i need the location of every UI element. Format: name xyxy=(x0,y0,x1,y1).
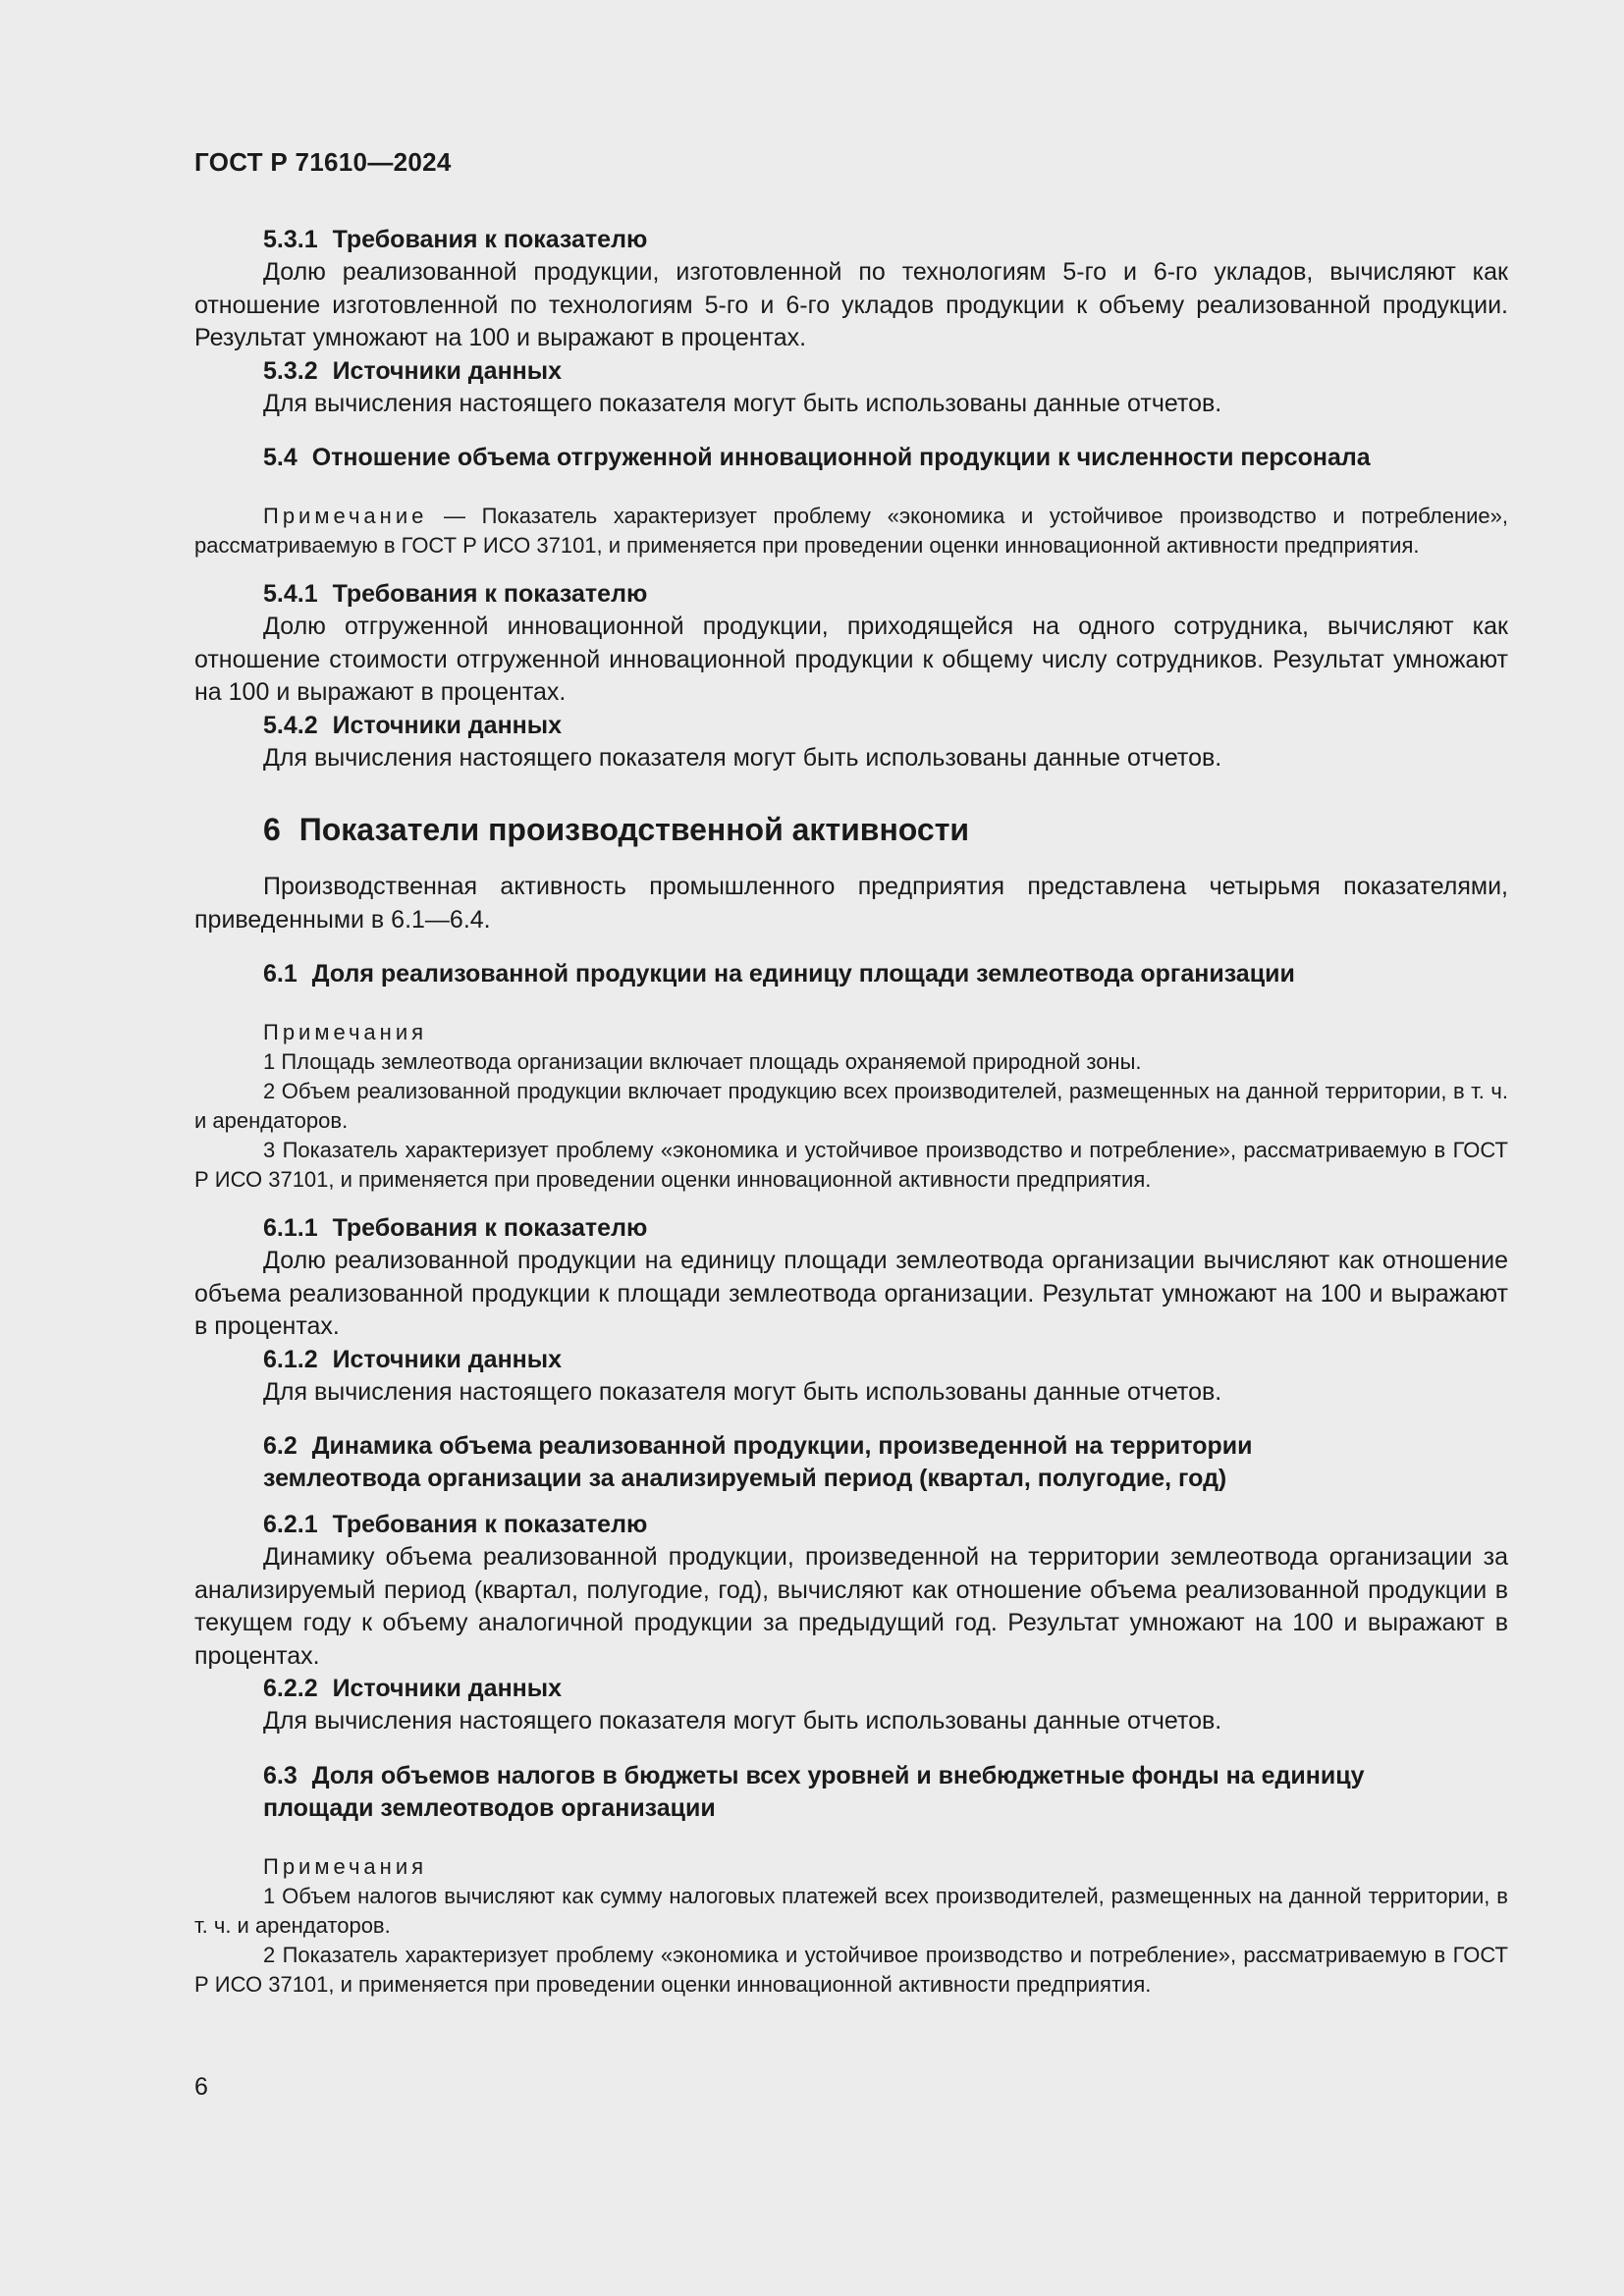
note-6-1-2: 2 Объем реализованной продукции включает продукцию всех производителей, размещенных на данной территории, в т. ч. и арендаторов. xyxy=(194,1079,1508,1133)
heading-title: Отношение объема отгруженной инновационной продукции к численности персонала xyxy=(311,444,1371,471)
note-6-3-1: 1 Объем налогов вычисляют как сумму налоговых платежей всех производителей, размещенных на данной территории, в т. ч. и арендаторов. xyxy=(194,1883,1508,1938)
heading-number: 5.4.1 xyxy=(263,580,318,608)
heading-5-4 xyxy=(263,442,1508,474)
note-6-1-3: 3 Показатель характеризует проблему «экономика и устойчивое производство и потребление», рассматриваемую в ГОСТ Р ИСО 37101, и применяется при проведении оценки инновационной активности предприятия. xyxy=(194,1138,1508,1192)
paragraph-5-3-2: Для вычисления настоящего показателя могут быть использованы данные отчетов. xyxy=(263,389,1222,417)
notes-label-6-1: Примечания xyxy=(263,1020,428,1044)
paragraph-6-1-1: Долю реализованной продукции на единицу площади землеотвода организации вычисляют как отношение объема реализованной продукции к площади землеотвода организации. Результат умножают на 100 и выражают в процентах. xyxy=(194,1247,1508,1340)
heading-6-1-2 xyxy=(263,1344,1508,1376)
heading-number: 6.2.2 xyxy=(263,1675,318,1702)
heading-number: 6.1.2 xyxy=(263,1345,318,1373)
heading-title-line1: Доля объемов налогов в бюджеты всех уровней и внебюджетные фонды на единицу xyxy=(311,1761,1365,1789)
heading-6-2 xyxy=(263,1430,1508,1463)
paragraph-6-2-2: Для вычисления настоящего показателя могут быть использованы данные отчетов. xyxy=(263,1707,1222,1735)
heading-title: Источники данных xyxy=(332,1345,563,1373)
heading-number: 6.3 xyxy=(263,1761,298,1789)
heading-number: 6.2 xyxy=(263,1432,298,1460)
paragraph-6-2-1: Динамику объема реализованной продукции, произведенной на территории землеотвода организации за анализируемый период (квартал, полугодие, год), вычисляют как отношение объема реализованной продукции в текущем году к объему аналогичной продукции за предыдущий год. Результат умножают на 100 и выражают в процентах. xyxy=(194,1543,1508,1670)
heading-number: 6.1 xyxy=(263,960,298,988)
note-6-3-2: 2 Показатель характеризует проблему «экономика и устойчивое производство и потребление», рассматриваемую в ГОСТ Р ИСО 37101, и применяется при проведении оценки инновационной активности предприятия. xyxy=(194,1942,1508,1997)
heading-title: Источники данных xyxy=(332,356,563,385)
heading-6-1 xyxy=(263,958,1508,990)
heading-title: Источники данных xyxy=(332,711,563,739)
heading-number: 6.1.1 xyxy=(263,1214,318,1242)
paragraph-5-3-1: Долю реализованной продукции, изготовленной по технологиям 5-го и 6-го укладов, вычисляют как отношение изготовленной по технологиям 5-го и 6-го укладов продукции к объему реализованной продукции. Результат умножают на 100 и выражают в процентах. xyxy=(194,258,1508,351)
heading-5-4-2 xyxy=(263,710,1508,742)
page-number: 6 xyxy=(194,2073,208,2101)
note-text: — Показатель характеризует проблему «экономика и устойчивое производство и потребление», рассматриваемую в ГОСТ Р ИСО 37101, и применяется при проведении оценки инновационной активности предприятия. xyxy=(194,504,1508,558)
heading-6-2-cont: землеотвода организации за анализируемый период (квартал, полугодие, год) xyxy=(263,1465,1227,1492)
heading-title: Требования к показателю xyxy=(332,226,648,253)
heading-number: 5.4 xyxy=(263,444,298,471)
heading-6-3 xyxy=(263,1760,1508,1792)
note-5-4 xyxy=(194,502,1508,561)
heading-title-line1: Динамика объема реализованной продукции, произведенной на территории xyxy=(311,1432,1253,1460)
heading-6-2-2 xyxy=(263,1673,1508,1705)
document-header: ГОСТ Р 71610—2024 xyxy=(194,147,452,177)
heading-number: 5.3.1 xyxy=(263,226,318,253)
heading-title: Показатели производственной активности xyxy=(298,812,970,847)
heading-6-1-1 xyxy=(263,1212,1508,1245)
heading-6-3-cont: площади землеотводов организации xyxy=(263,1793,716,1822)
heading-title: Требования к показателю xyxy=(332,1511,648,1538)
paragraph-5-4-1: Долю отгруженной инновационной продукции, приходящейся на одного сотрудника, вычисляют как отношение стоимости отгруженной инновационной продукции к общему числу сотрудников. Результат умножают на 100 и выражают в процентах. xyxy=(194,613,1508,706)
paragraph-section-6: Производственная активность промышленного предприятия представлена четырьмя показателями, приведенными в 6.1—6.4. xyxy=(194,873,1508,934)
heading-title: Требования к показателю xyxy=(332,1214,648,1242)
heading-6-2-1 xyxy=(263,1509,1508,1541)
heading-number: 6.2.1 xyxy=(263,1511,318,1538)
paragraph-6-1-2: Для вычисления настоящего показателя могут быть использованы данные отчетов. xyxy=(263,1377,1222,1406)
paragraph-5-4-2: Для вычисления настоящего показателя могут быть использованы данные отчетов. xyxy=(263,743,1222,772)
heading-5-3-2 xyxy=(263,355,1508,388)
heading-title: Требования к показателю xyxy=(332,580,648,608)
heading-5-3-1 xyxy=(263,224,1508,256)
heading-number: 5.4.2 xyxy=(263,711,318,739)
heading-5-4-1 xyxy=(263,578,1508,611)
notes-label-6-3: Примечания xyxy=(263,1853,428,1879)
page-content xyxy=(194,224,1508,2000)
heading-section-6 xyxy=(263,810,1508,849)
heading-number: 6 xyxy=(263,812,281,847)
note-6-1-1: 1 Площадь землеотвода организации включает площадь охраняемой природной зоны. xyxy=(263,1049,1142,1074)
heading-number: 5.3.2 xyxy=(263,356,318,385)
heading-title: Источники данных xyxy=(332,1675,563,1702)
note-label: Примечание xyxy=(263,504,428,528)
heading-title: Доля реализованной продукции на единицу площади землеотвода организации xyxy=(311,960,1295,988)
